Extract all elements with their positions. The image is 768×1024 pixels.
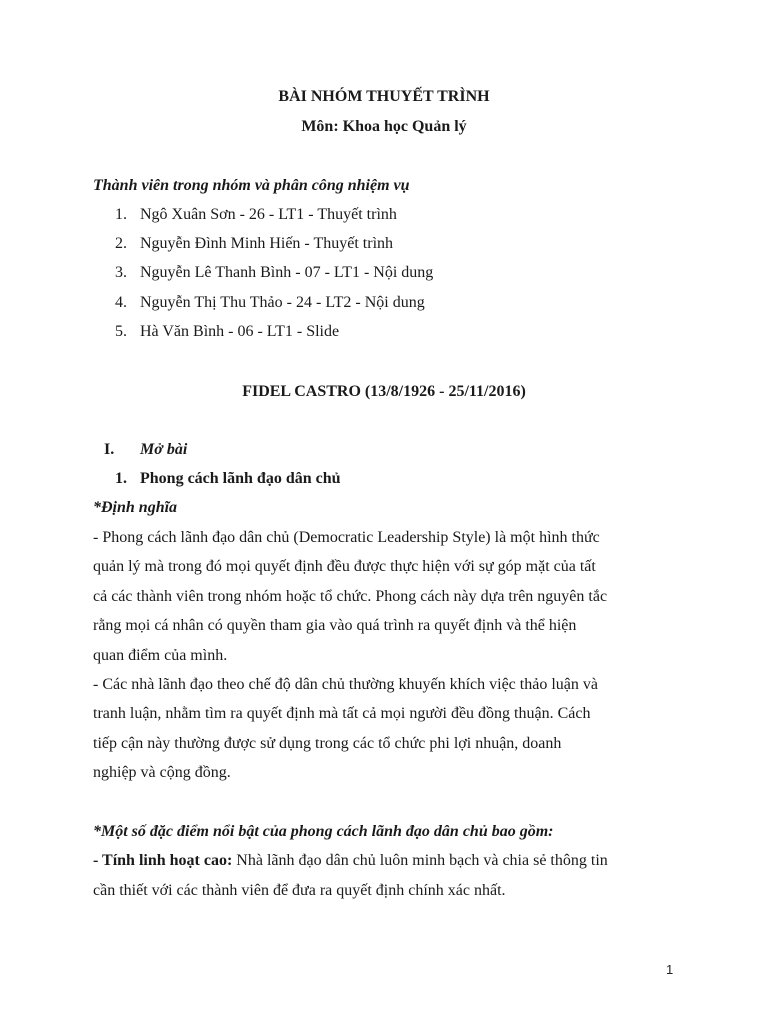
list-number: 3. — [115, 264, 127, 281]
list-text: Ngô Xuân Sơn - 26 - LT1 - Thuyết trình — [140, 206, 397, 223]
paragraph-line: quản lý mà trong đó mọi quyết định đều được thực hiện với sự góp mặt của tất — [93, 558, 596, 575]
list-number: 5. — [115, 323, 127, 340]
list-number: 1. — [115, 206, 127, 223]
list-text: Hà Văn Bình - 06 - LT1 - Slide — [140, 323, 340, 340]
feature-item — [93, 852, 608, 870]
paragraph-line: - Các nhà lãnh đạo theo chế độ dân chủ thường khuyến khích việc thảo luận và — [93, 676, 598, 693]
list-number: 4. — [115, 294, 127, 311]
paragraph-line: tranh luận, nhằm tìm ra quyết định mà tất cả mọi người đều đồng thuận. Cách — [93, 705, 591, 722]
paragraph-line: cả các thành viên trong nhóm hoặc tổ chức. Phong cách này dựa trên nguyên tắc — [93, 588, 608, 605]
definition-heading: *Định nghĩa — [93, 499, 178, 516]
section-number: I. — [104, 441, 115, 458]
list-text: Nguyễn Lê Thanh Bình - 07 - LT1 - Nội dung — [140, 264, 434, 281]
paragraph-line: rằng mọi cá nhân có quyền tham gia vào quá trình ra quyết định và thể hiện — [93, 617, 577, 634]
paragraph-line: quan điểm của mình. — [93, 647, 228, 664]
features-heading: *Một số đặc điểm nổi bật của phong cách lãnh đạo dân chủ bao gồm: — [93, 823, 554, 840]
list-number: 2. — [115, 235, 127, 252]
paragraph-line: - Phong cách lãnh đạo dân chủ (Democratic Leadership Style) là một hình thức — [93, 529, 600, 546]
feature-label: - Tính linh hoạt cao: — [93, 852, 233, 869]
list-text: Nguyễn Thị Thu Thảo - 24 - LT2 - Nội dung — [140, 294, 425, 311]
feature-line: cần thiết với các thành viên để đưa ra quyết định chính xác nhất. — [93, 882, 506, 899]
paragraph-line: tiếp cận này thường được sử dụng trong các tổ chức phi lợi nhuận, doanh — [93, 735, 562, 752]
subsection-number: 1. — [115, 470, 127, 487]
list-text: Nguyễn Đình Minh Hiến - Thuyết trình — [140, 235, 394, 252]
feature-text: Nhà lãnh đạo dân chủ luôn minh bạch và chia sẻ thông tin — [232, 852, 608, 869]
document-title: BÀI NHÓM THUYẾT TRÌNH — [278, 88, 490, 105]
subject-line: Môn: Khoa học Quản lý — [301, 118, 467, 135]
subsection-title: Phong cách lãnh đạo dân chủ — [140, 470, 341, 487]
topic-title: FIDEL CASTRO (13/8/1926 - 25/11/2016) — [242, 383, 526, 400]
paragraph-line: nghiệp và cộng đồng. — [93, 764, 231, 781]
section-title: Mở bài — [140, 441, 188, 458]
page-number: 1 — [666, 962, 674, 977]
members-heading: Thành viên trong nhóm và phân công nhiệm vụ — [93, 177, 410, 194]
